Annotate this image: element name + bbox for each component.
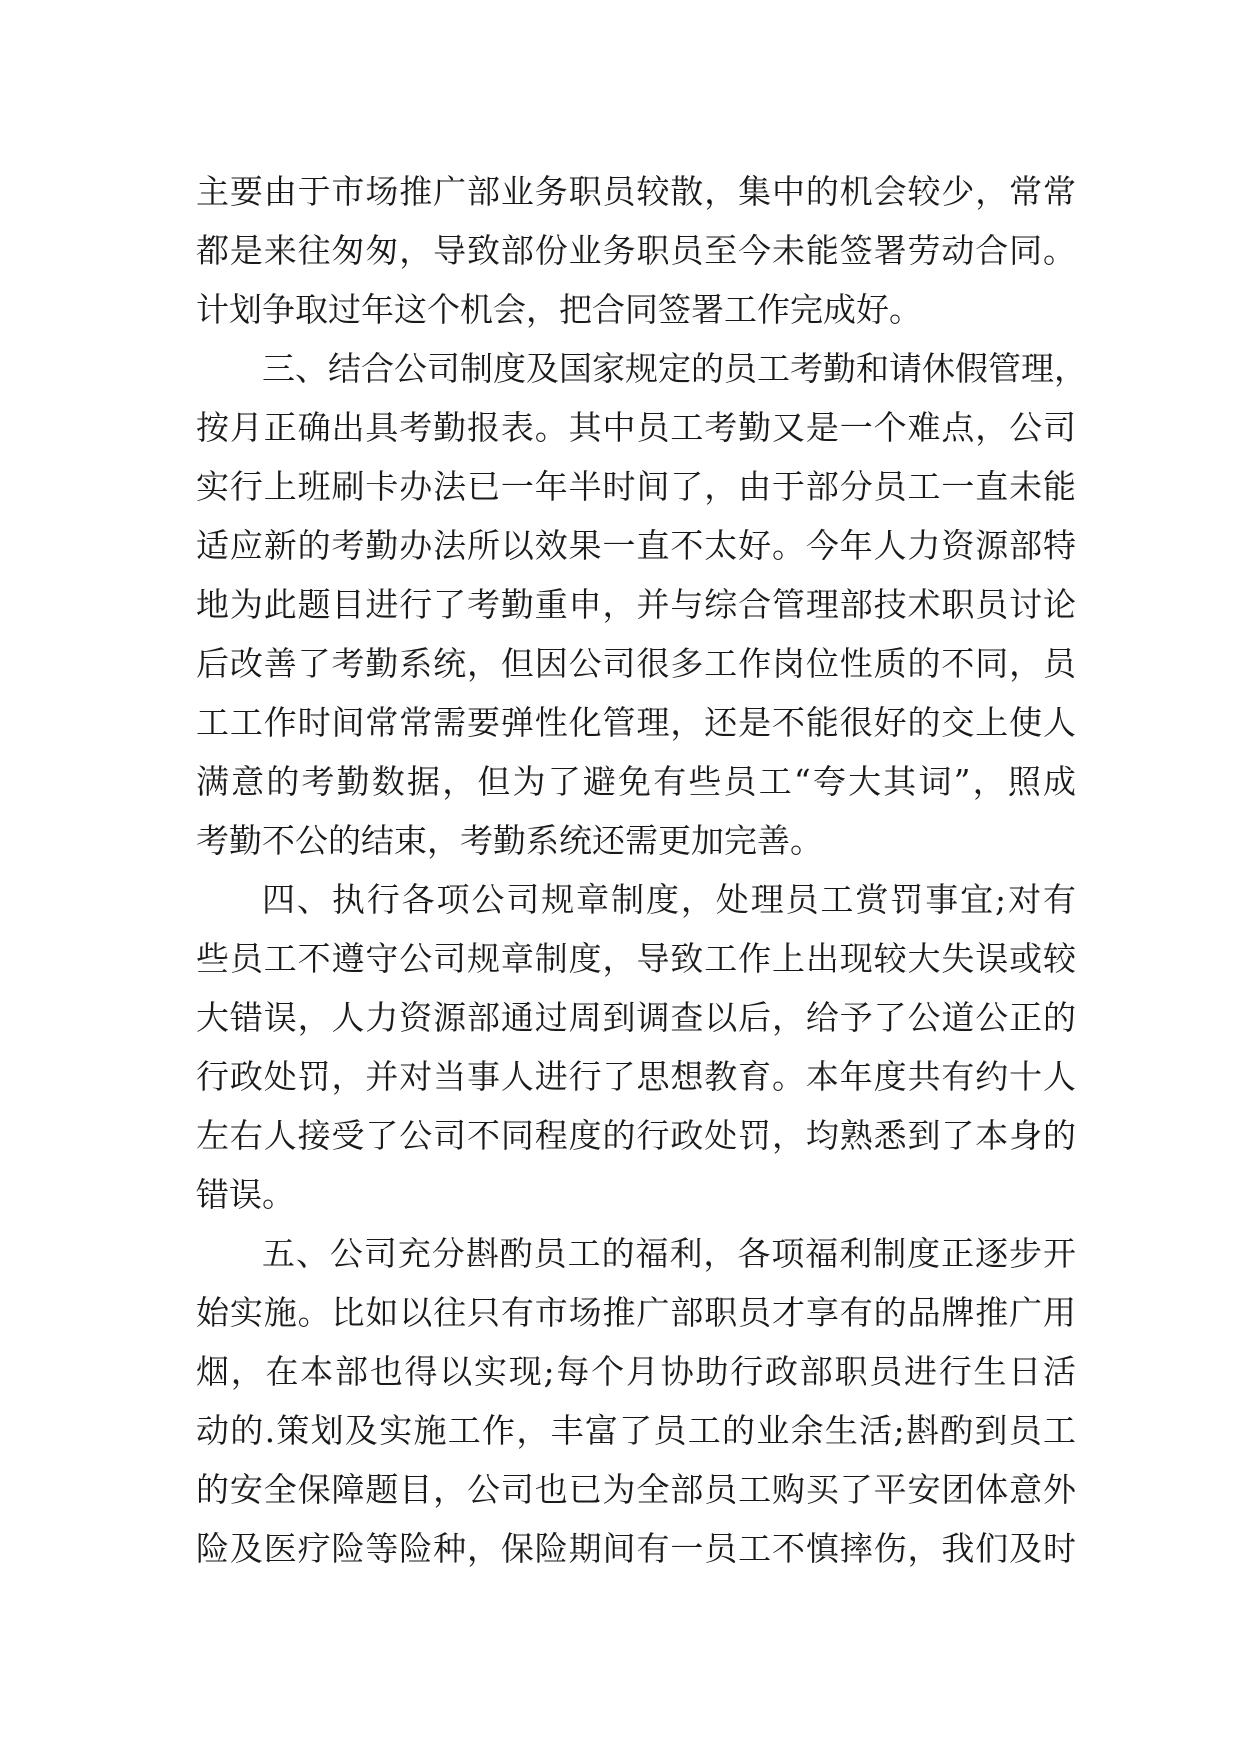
paragraph-heading-5: 五、公司充分斟酌员工的福利，各项福利制度正逐步开 <box>262 1234 1076 1273</box>
text-line: 大错误，人力资源部通过周到调查以后，给予了公道公正的 <box>196 998 1076 1037</box>
text-line: 地为此题目进行了考勤重申，并与综合管理部技术职员讨论 <box>196 585 1076 624</box>
text-line: 主要由于市场推广部业务职员较散，集中的机会较少，常常 <box>196 172 1076 211</box>
text-line: 的安全保障题目，公司也已为全部员工购买了平安团体意外 <box>196 1470 1076 1509</box>
text-line: 烟，在本部也得以实现;每个月协助行政部职员进行生日活 <box>196 1352 1076 1391</box>
paragraph-heading-4: 四、执行各项公司规章制度，处理员工赏罚事宜;对有 <box>262 880 1076 919</box>
text-line: 些员工不遵守公司规章制度，导致工作上出现较大失误或较 <box>196 939 1076 978</box>
text-line: 左右人接受了公司不同程度的行政处罚，均熟悉到了本身的 <box>196 1116 1076 1155</box>
text-line: 满意的考勤数据，但为了避免有些员工“夸大其词”，照成 <box>196 762 1076 801</box>
text-line: 实行上班刷卡办法已一年半时间了，由于部分员工一直未能 <box>196 467 1076 506</box>
text-line: 都是来往匆匆，导致部份业务职员至今未能签署劳动合同。 <box>196 231 1076 270</box>
paragraph-heading-3: 三、结合公司制度及国家规定的员工考勤和请休假管理， <box>262 349 1087 388</box>
text-line: 按月正确出具考勤报表。其中员工考勤又是一个难点，公司 <box>196 408 1076 447</box>
text-line: 始实施。比如以往只有市场推广部职员才享有的品牌推广用 <box>196 1293 1076 1332</box>
text-line: 险及医疗险等险种，保险期间有一员工不慎摔伤，我们及时 <box>196 1529 1076 1568</box>
text-line: 工工作时间常常需要弹性化管理，还是不能很好的交上使人 <box>196 703 1076 742</box>
text-line: 后改善了考勤系统，但因公司很多工作岗位性质的不同，员 <box>196 644 1076 683</box>
text-line: 考勤不公的结束，考勤系统还需更加完善。 <box>196 821 823 860</box>
text-line: 错误。 <box>196 1175 295 1214</box>
text-line: 行政处罚，并对当事人进行了思想教育。本年度共有约十人 <box>196 1057 1076 1096</box>
text-line: 动的.策划及实施工作，丰富了员工的业余生活;斟酌到员工 <box>196 1411 1076 1450</box>
body-text <box>196 162 1087 1578</box>
text-line: 计划争取过年这个机会，把合同签署工作完成好。 <box>196 290 922 329</box>
text-line: 适应新的考勤办法所以效果一直不太好。今年人力资源部特 <box>196 526 1076 565</box>
